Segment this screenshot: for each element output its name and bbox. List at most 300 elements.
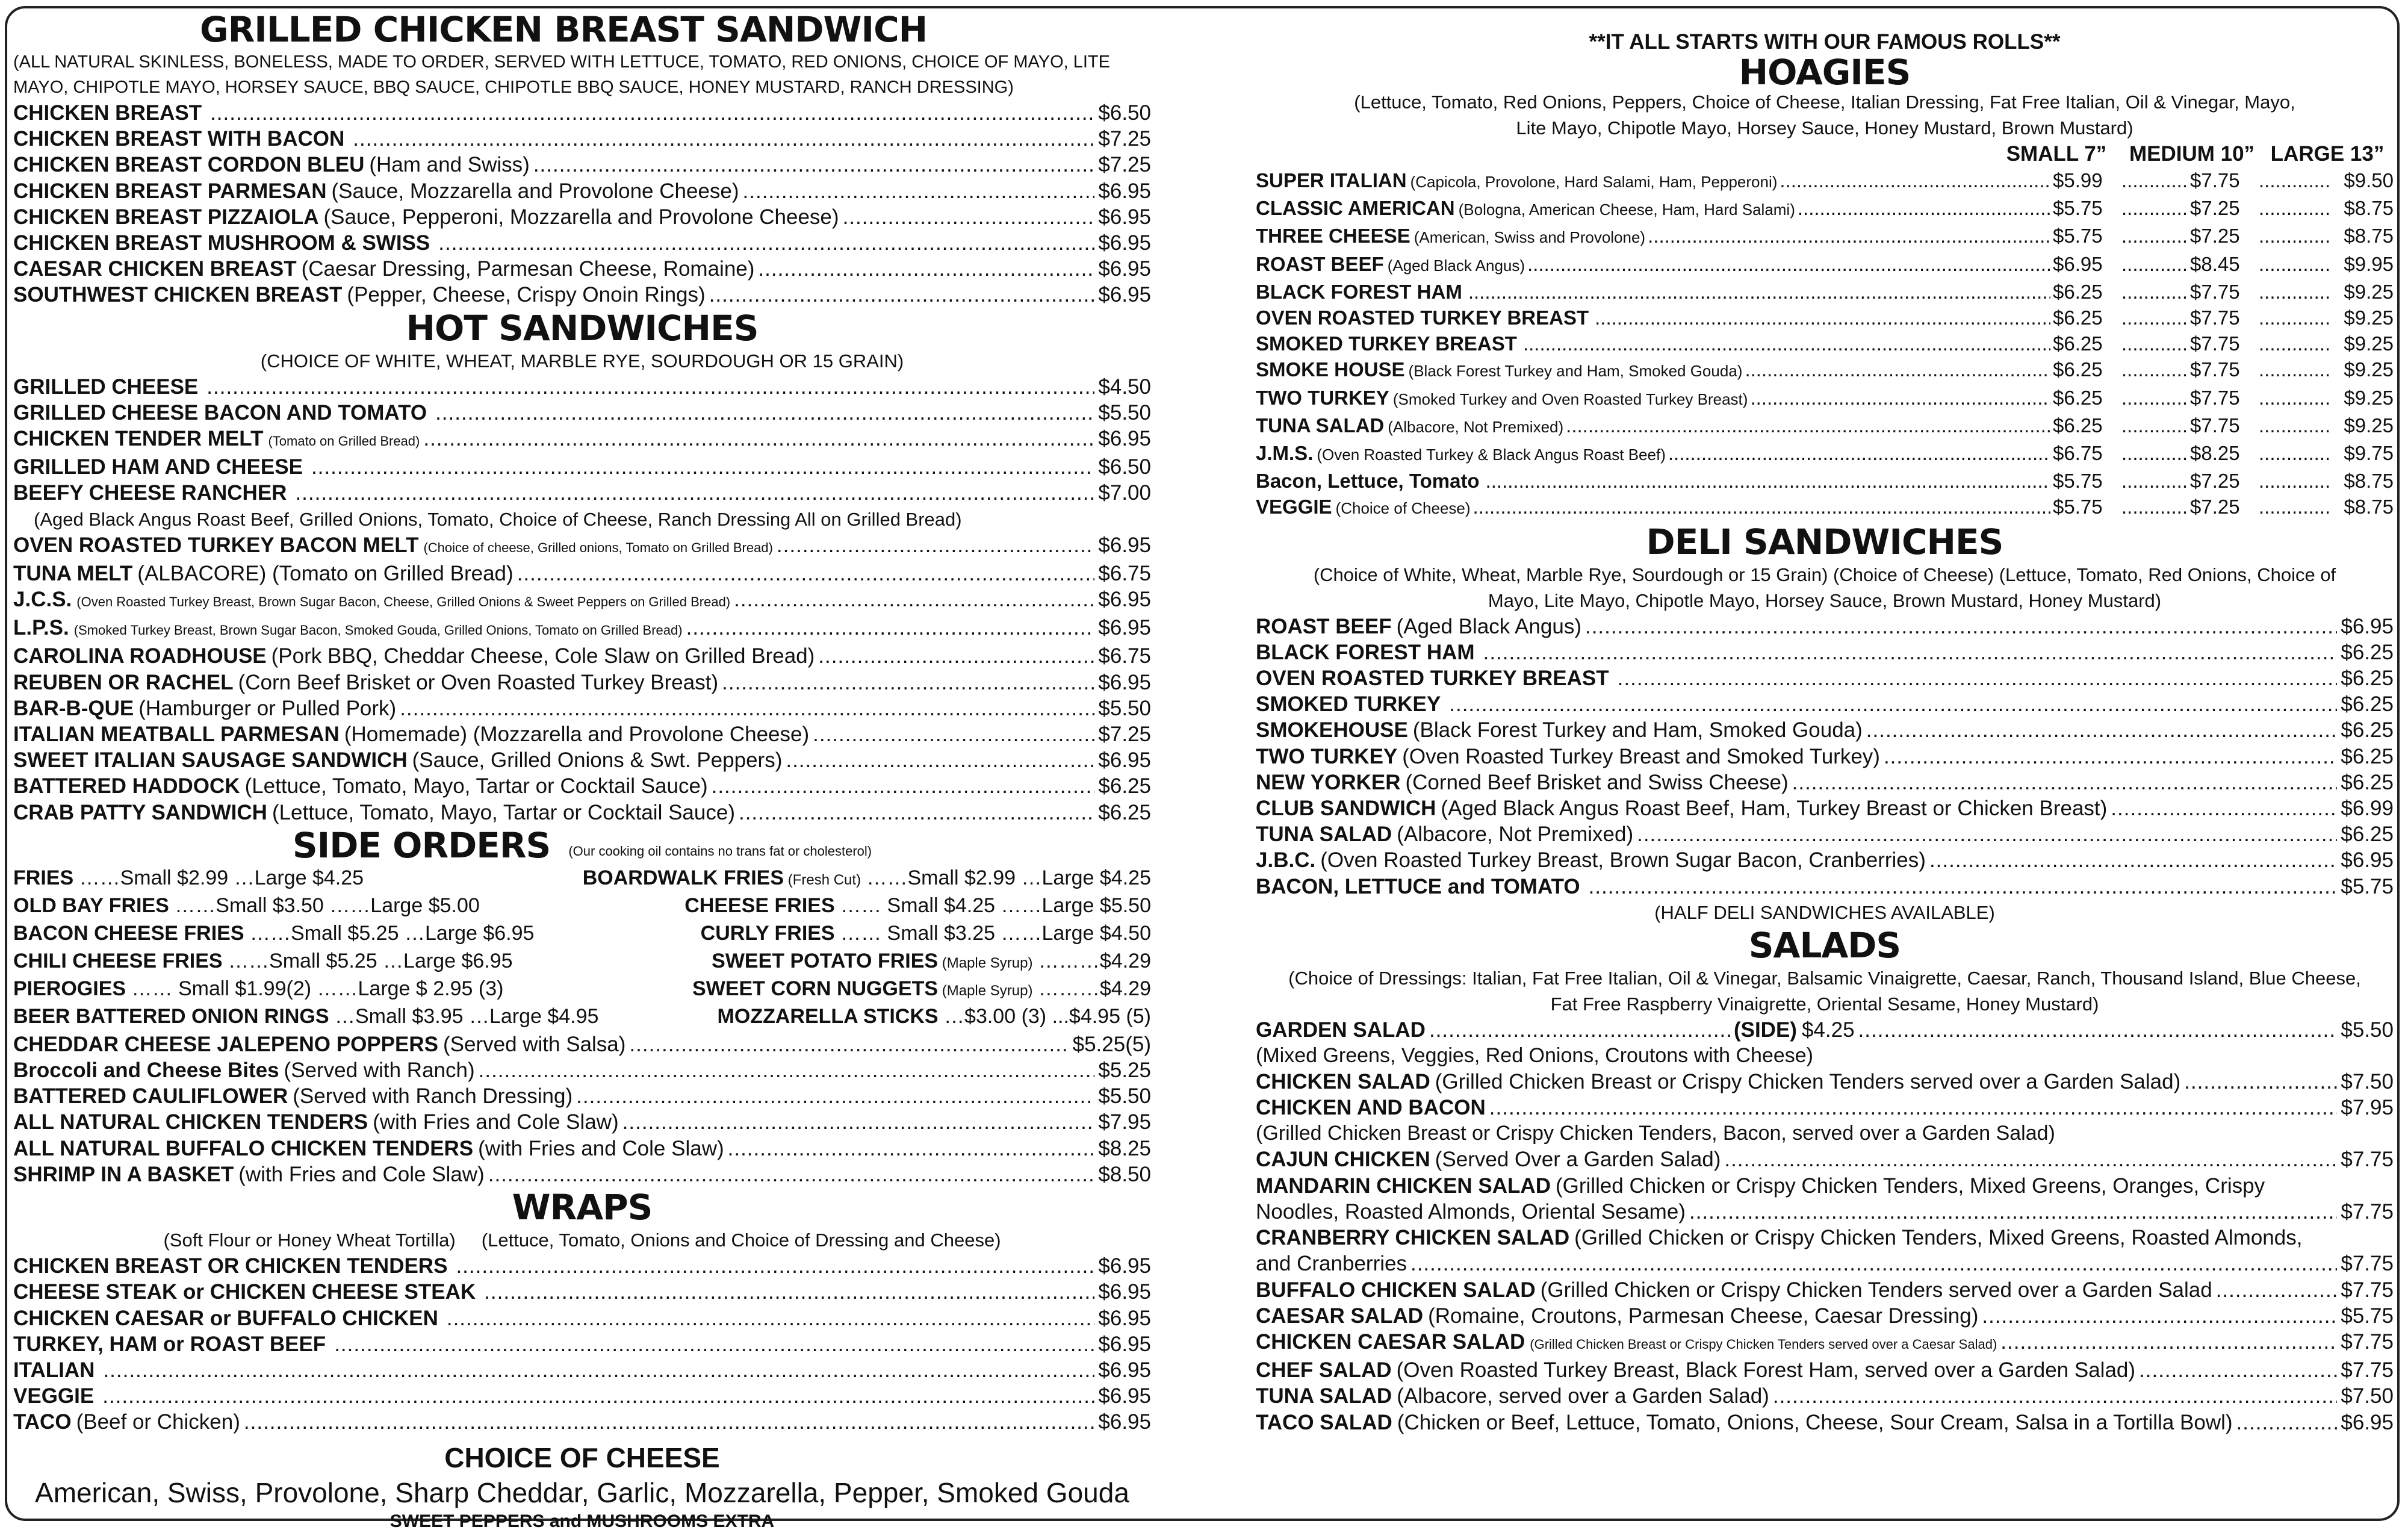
hoagie-row [1256,356,2394,384]
hot-list-2 [13,532,1151,826]
leader-dots [1668,440,2050,466]
left-column [13,10,1151,1533]
item-name: CAESAR SALAD [1256,1304,1424,1328]
chicken-bacon-row [1256,1095,2394,1121]
side-pair-row [13,893,1151,921]
grilled-item-row [13,100,1151,126]
item-desc: (Served with Ranch Dressing) [293,1084,573,1109]
leader-dots [709,282,1095,308]
price-medium: $7.25 [2190,496,2240,518]
item-desc: (Chicken or Beef, Lettuce, Tomato, Onions, Cheese, Sour Cream, Salsa in a Tortilla Bowl) [1397,1410,2233,1434]
item-name: CHEESE STEAK or CHICKEN CHEESE STEAK [13,1280,476,1304]
leader-dots [1595,305,2050,331]
price-large: $8.75 [2344,225,2394,247]
hoagie-row [1256,385,2394,412]
item-price: $6.95 [1098,588,1151,612]
grilled-item-row [13,126,1151,152]
salad-list [1256,1277,2394,1435]
price-medium: $7.75 [2190,332,2240,355]
side-item-row [13,1136,1151,1161]
item-name: CRAB PATTY SANDWICH [13,800,267,824]
deli-item-row [1256,665,2394,691]
side-right [718,1004,1151,1031]
side-right [712,948,1151,976]
item-name: CAROLINA ROADHOUSE [13,644,267,668]
hoagie-name: J.M.S. [1256,442,1314,465]
hot-item-row [13,773,1151,799]
mandarin-desc-2: Noodles, Roasted Almonds, Oriental Sesame) [1256,1199,1686,1224]
leader-dots [334,1331,1094,1357]
leader-dots [103,1357,1094,1383]
side-right-name: BOARDWALK FRIES [582,866,784,889]
side-right [684,893,1151,921]
item-price: $7.75 [2341,1278,2394,1302]
side-right-desc: (Maple Syrup) [938,982,1033,999]
leader-dots [1483,639,2338,665]
item-desc: (Grilled Chicken or Crispy Chicken Tenders served over a Garden Salad [1540,1278,2212,1302]
leader-dots [2111,795,2337,821]
item-price: $6.95 [2341,848,2394,872]
deli-item-row [1256,874,2394,900]
hot-item-row [13,747,1151,773]
cheese-title: CHOICE OF CHEESE [444,1441,720,1473]
hot-item-row [13,695,1151,721]
hoagie-desc: (Aged Black Angus) [1387,256,1525,275]
item-name: BAR-B-QUE [13,696,134,720]
deli-item-row [1256,770,2394,795]
hot-note: (CHOICE OF WHITE, WHEAT, MARBLE RYE, SOURDOUGH OR 15 GRAIN) [260,350,904,372]
deli-item-row [1256,717,2394,743]
leader-dots [1773,1383,2338,1409]
hoagie-name: Bacon, Lettuce, Tomato [1256,470,1480,493]
side-right-name: SWEET POTATO FRIES [712,949,939,972]
hoagie-row [1256,279,2394,305]
side-right-prices: …… Small $4.25 ……Large $5.50 [834,894,1151,917]
item-price: $7.95 [1098,1110,1151,1134]
item-name: CHICKEN BREAST MUSHROOM & SWISS [13,231,430,255]
garden-side-label: (SIDE) [1733,1018,1797,1042]
chicken-salad-name: CHICKEN SALAD [1256,1070,1430,1094]
leader-dots [1780,167,2050,193]
price-medium: $7.75 [2190,169,2240,191]
hot-title: HOT SANDWICHES [406,307,759,349]
item-desc: (Albacore, served over a Garden Salad) [1397,1384,1769,1408]
item-price: $6.25 [1098,800,1151,824]
grilled-list [13,100,1151,308]
side-right-name: MOZZARELLA STICKS [717,1004,939,1028]
chicken-bacon-name: CHICKEN AND BACON [1256,1096,1486,1120]
item-name: CHICKEN BREAST OR CHICKEN TENDERS [13,1254,448,1278]
item-name: BUFFALO CHICKEN SALAD [1256,1278,1536,1302]
leader-dots [479,1057,1095,1083]
hot-item-row [13,454,1151,480]
item-name: NEW YORKER [1256,770,1401,794]
garden-salad-row [1256,1017,2394,1043]
item-name: J.B.C. [1256,848,1316,872]
wrap-item-row [13,1383,1151,1409]
price-large: $8.75 [2344,470,2394,493]
item-name: OVEN ROASTED TURKEY BREAST [1256,667,1609,691]
hoagie-desc: (Albacore, Not Premixed) [1388,417,1564,436]
item-price: $6.25 [2341,692,2394,717]
side-pair-row [13,948,1151,976]
price-large: $9.25 [2344,306,2394,329]
price-large: $9.25 [2344,358,2394,381]
side-right-name: CHEESE FRIES [684,894,835,917]
chicken-salad-price: $7.50 [2341,1070,2394,1094]
leader-dots [488,1161,1095,1187]
price-large: $9.25 [2344,414,2394,437]
item-desc: (Oven Roasted Turkey Breast, Brown Sugar Bacon, Cranberries) [1320,848,1926,872]
leader-dots [1589,874,2338,900]
hoagie-name: TUNA SALAD [1256,414,1385,437]
item-name: GRILLED CHEESE [13,375,199,399]
item-price: $5.75 [2341,874,2394,898]
item-name: BEEFY CHEESE RANCHER [13,481,287,505]
item-name: CHICKEN BREAST CORDON BLEU [13,153,365,177]
hot-item-row [13,480,1151,506]
item-name: TUNA MELT [13,561,133,585]
side-pairs [13,865,1151,1031]
item-desc: (Pepper, Cheese, Crispy Onoin Rings) [347,283,706,307]
hot-item-row [13,400,1151,426]
item-name: GRILLED CHEESE BACON AND TOMATO [13,400,427,424]
item-desc: (Albacore, Not Premixed) [1397,822,1634,847]
item-name: SHRIMP IN A BASKET [13,1162,234,1186]
hoagie-name: ROAST BEEF [1256,252,1384,275]
wrap-item-row [13,1357,1151,1383]
leader-dots [576,1083,1094,1109]
side-item-row [13,1057,1151,1083]
item-price: $7.75 [2341,1358,2394,1382]
item-price: $6.95 [1098,283,1151,307]
hot-item-row [13,586,1151,615]
item-price: $6.95 [2341,1410,2394,1434]
price-large: $9.75 [2344,442,2394,465]
cajun-desc: (Served Over a Garden Salad) [1435,1148,1721,1172]
half-deli-note: (HALF DELI SANDWICHES AVAILABLE) [1654,901,1995,923]
grilled-item-row [13,256,1151,282]
cranberry-price: $7.75 [2341,1252,2394,1276]
item-desc: (Served with Salsa) [442,1032,626,1056]
leader-dots [786,747,1094,773]
price-medium: $7.75 [2190,358,2240,381]
mandarin-row [1256,1173,2394,1199]
leader-dots [2000,1329,2337,1355]
cajun-row [1256,1146,2394,1172]
item-name: CHEDDAR CHEESE JALEPENO POPPERS [13,1032,438,1056]
item-price: $7.25 [1098,723,1151,747]
side-pair-row [13,976,1151,1004]
hoagie-row [1256,305,2394,331]
size-large: LARGE 13” [2270,142,2385,166]
leader-dots [533,152,1095,178]
item-name: BLACK FOREST HAM [1256,640,1475,664]
leader-dots [777,532,1094,558]
hot-item-row [13,426,1151,454]
item-price: $6.95 [1098,1358,1151,1382]
leader-dots [102,1383,1094,1409]
item-name: CHEF SALAD [1256,1358,1392,1382]
deli-item-row [1256,744,2394,770]
chicken-bacon-desc: (Grilled Chicken Breast or Crispy Chicken Tenders, Bacon, served over a Garden Salad) [1256,1122,2055,1145]
item-name: CHICKEN CAESAR SALAD [1256,1329,1525,1354]
item-desc: (Corn Beef Brisket or Oven Roasted Turkey Breast) [238,670,719,694]
price-large: $9.25 [2344,280,2394,303]
leader-dots [447,1305,1095,1331]
item-name: CAESAR CHICKEN BREAST [13,257,297,281]
price-large: $9.25 [2344,332,2394,355]
item-name: BACON, LETTUCE and TOMATO [1256,874,1580,898]
price-medium: $8.45 [2190,252,2240,275]
item-name: REUBEN OR RACHEL [13,670,234,694]
price-large: $8.75 [2344,496,2394,518]
item-name: Broccoli and Cheese Bites [13,1059,279,1083]
item-price: $6.95 [1098,257,1151,281]
item-desc: (Sauce, Grilled Onions & Swt. Peppers) [412,748,783,773]
hoagie-desc: (American, Swiss and Provolone) [1413,228,1646,247]
item-desc: (Sauce, Pepperoni, Mozzarella and Provolone Cheese) [323,205,839,229]
leader-dots [818,643,1094,669]
cranberry-desc-2: and Cranberries [1256,1252,1407,1276]
price-small: $6.25 [2053,358,2103,381]
hoagie-row [1256,494,2394,521]
leader-dots [244,1409,1095,1435]
hoagie-row [1256,331,2394,356]
item-price: $6.95 [1098,179,1151,203]
wrap-item-row [13,1409,1151,1435]
item-name: CLUB SANDWICH [1256,797,1436,821]
cheese-extra: SWEET PEPPERS and MUSHROOMS EXTRA [389,1511,775,1531]
rancher-note: (Aged Black Angus Roast Beef, Grilled Onions, Tomato, Choice of Cheese, Ranch Dressing All on Grilled Bread) [34,508,962,530]
deli-item-row [1256,614,2394,639]
price-medium: $7.75 [2190,306,2240,329]
leader-dots [712,773,1095,799]
item-desc: (with Fries and Cole Slaw) [373,1110,619,1134]
leader-dots [210,100,1094,126]
item-desc: (Sauce, Mozzarella and Provolone Cheese) [331,179,739,203]
item-name: BATTERED CAULIFLOWER [13,1084,288,1109]
side-left [13,865,364,893]
item-price: $6.95 [1098,616,1151,640]
leader-dots [1449,691,2337,717]
side-left [13,948,513,976]
side-left-prices: ……Small $3.50 ……Large $5.00 [169,894,480,917]
side-left [13,1004,598,1031]
item-price: $6.95 [1098,1306,1151,1330]
price-small: $6.25 [2053,306,2103,329]
item-desc: (Choice of cheese, Grilled onions, Tomato on Grilled Bread) [423,540,773,555]
item-name: SMOKEHOUSE [1256,718,1408,742]
leader-dots [1585,614,2337,639]
item-price: $6.95 [1098,533,1151,557]
hoagie-desc: (Black Forest Turkey and Ham, Smoked Gouda) [1408,362,1743,381]
hoagies-title: HOAGIES [1739,52,1911,93]
side-left-name: BEER BATTERED ONION RINGS [13,1004,329,1028]
salad-item-row [1256,1329,2394,1357]
hot-item-row [13,721,1151,747]
leader-dots [1648,223,2050,249]
hoagie-row [1256,468,2394,494]
cajun-name: CAJUN CHICKEN [1256,1148,1430,1172]
item-desc: (Pork BBQ, Cheddar Cheese, Cole Slaw on Grilled Bread) [271,644,815,668]
item-desc: (Grilled Chicken Breast or Crispy Chicken Tenders served over a Caesar Salad) [1530,1336,1997,1352]
item-price: $6.25 [2341,667,2394,691]
leader-dots [206,374,1094,400]
item-price: $6.25 [2341,744,2394,768]
item-desc: (Homemade) (Mozzarella and Provolone Cheese) [344,723,810,747]
hoagie-name: BLACK FOREST HAM [1256,280,1462,303]
item-desc: (Smoked Turkey Breast, Brown Sugar Bacon, Smoked Gouda, Grilled Onions, Tomato on Grilled Bread) [73,623,683,638]
side-left-name: FRIES [13,866,74,889]
side-left-prices: ……Small $5.25 …Large $6.95 [222,949,513,972]
hoagie-row [1256,412,2394,440]
deli-list [1256,614,2394,900]
side-pair-row [13,1004,1151,1031]
price-small: $5.75 [2053,496,2103,518]
wrap-list [13,1253,1151,1435]
item-name: J.C.S. [13,588,72,612]
hoagie-desc: (Oven Roasted Turkey & Black Angus Roast Beef) [1317,446,1666,464]
side-item-row [13,1083,1151,1109]
grilled-item-row [13,152,1151,178]
hoagie-row [1256,251,2394,279]
chicken-salad-desc: (Grilled Chicken Breast or Crispy Chicken Tenders served over a Garden Salad) [1435,1070,2181,1094]
leader-dots [423,426,1094,452]
leader-dots [743,178,1095,204]
item-desc: (Aged Black Angus Roast Beef, Ham, Turkey Breast or Chicken Breast) [1441,797,2108,821]
wraps-title: WRAPS [512,1187,653,1228]
item-name: CHICKEN CAESAR or BUFFALO CHICKEN [13,1306,438,1330]
hot-list [13,374,1151,506]
item-name: CHICKEN BREAST [13,101,202,125]
salad-item-row [1256,1410,2394,1435]
side-left-prices: …… Small $1.99(2) ……Large $ 2.95 (3) [126,977,504,1000]
leader-dots [435,400,1094,426]
chicken-bacon-price: $7.95 [2341,1096,2394,1120]
item-desc: (Tomato on Grilled Bread) [268,434,420,449]
hoagie-list [1256,167,2394,522]
item-desc: (Beef or Chicken) [76,1410,240,1434]
leader-dots [400,695,1094,721]
salad-item-row [1256,1357,2394,1383]
item-price: $5.25(5) [1072,1032,1151,1056]
item-name: CHICKEN BREAST WITH BACON [13,127,345,151]
hoagie-desc: (Capicola, Provolone, Hard Salami, Ham, Pepperoni) [1410,173,1778,191]
hot-item-row [13,670,1151,695]
item-desc: (Romaine, Croutons, Parmesan Cheese, Caesar Dressing) [1428,1304,1979,1328]
item-price: $4.50 [1098,375,1151,399]
leader-dots [484,1279,1094,1305]
grilled-item-row [13,204,1151,230]
price-large: $8.75 [2344,197,2394,220]
deli-item-row [1256,821,2394,847]
hoagie-size-header [1256,141,2394,167]
side-item-row [13,1161,1151,1187]
item-name: CHICKEN TENDER MELT [13,427,264,451]
hoagie-row [1256,167,2394,195]
leader-dots [456,1253,1094,1279]
side-left-name: BACON CHEESE FRIES [13,921,244,945]
item-price: $7.75 [2341,1329,2394,1354]
hoagie-name: SMOKED TURKEY BREAST [1256,332,1517,355]
item-name: TUNA SALAD [1256,822,1392,847]
item-price: $6.95 [1098,1384,1151,1408]
leader-dots [722,670,1094,695]
leader-dots [734,586,1094,612]
cranberry-name: CRANBERRY CHICKEN SALAD [1256,1226,1570,1250]
hoagies-note: (Lettuce, Tomato, Red Onions, Peppers, Choice of Cheese, Italian Dressing, Fat Free Italian, Oil & Vinegar, Mayo, Lite Mayo, Chipotle Mayo, Horsey Sauce, Honey Mustard, Brown Mustard) [1354,92,2295,138]
item-price: $6.95 [1098,231,1151,255]
cheese-list: American, Swiss, Provolone, Sharp Cheddar, Garlic, Mozzarella, Pepper, Smoked Gouda [35,1476,1129,1508]
side-right-prices: ………$4.29 [1032,949,1151,972]
item-name: TWO TURKEY [1256,744,1398,768]
item-price: $6.25 [2341,822,2394,847]
item-price: $6.25 [2341,718,2394,742]
grilled-item-row [13,178,1151,204]
item-price: $6.95 [1098,205,1151,229]
garden-salad-desc: (Mixed Greens, Veggies, Red Onions, Croutons with Cheese) [1256,1044,1814,1068]
side-right-prices: …$3.00 (3) ...$4.95 (5) [938,1004,1151,1028]
hoagie-desc: (Bologna, American Cheese, Ham, Hard Salami) [1458,201,1795,219]
side-item-row [13,1031,1151,1057]
hoagie-desc: (Choice of Cheese) [1335,499,1471,518]
hoagie-name: SMOKE HOUSE [1256,358,1405,381]
side-right [692,976,1151,1004]
item-name: TACO [13,1410,72,1434]
leader-dots [686,615,1095,641]
item-price: $6.95 [1098,1254,1151,1278]
leader-dots [629,1031,1069,1057]
hot-item-row [13,532,1151,561]
leader-dots [311,454,1094,480]
leader-dots [739,800,1094,826]
item-name: BATTERED HADDOCK [13,774,240,798]
leader-dots [2216,1277,2338,1303]
salad-item-row [1256,1383,2394,1409]
price-medium: $7.25 [2190,197,2240,220]
side-left [13,921,534,948]
side-left-name: OLD BAY FRIES [13,894,169,917]
leader-dots [1982,1303,2337,1329]
side-list [13,1031,1151,1187]
hot-item-row [13,561,1151,586]
item-desc: (Oven Roasted Turkey Breast, Brown Sugar Bacon, Cheese, Grilled Onions & Sweet Peppers on Grilled Bread) [76,594,731,610]
side-right-desc: (Fresh Cut) [784,871,861,888]
salad-item-row [1256,1303,2394,1329]
wrap-item-row [13,1331,1151,1357]
leader-dots [517,561,1095,586]
deli-item-row [1256,691,2394,717]
item-desc: (Ham and Swiss) [369,153,530,177]
item-name: ALL NATURAL CHICKEN TENDERS [13,1110,368,1134]
item-desc: (Caesar Dressing, Parmesan Cheese, Romaine) [301,257,755,281]
item-name: ROAST BEEF [1256,614,1392,638]
hoagie-name: OVEN ROASTED TURKEY BREAST [1256,306,1589,329]
side-pair-row [13,921,1151,948]
price-small: $6.25 [2053,414,2103,437]
side-left [13,976,503,1004]
item-price: $5.50 [1098,400,1151,424]
salad-item-row [1256,1277,2394,1303]
leader-dots [1486,468,2050,494]
item-name: TACO SALAD [1256,1410,1392,1434]
hot-item-row [13,374,1151,400]
item-name: VEGGIE [13,1384,95,1408]
hoagie-row [1256,440,2394,468]
side-left-prices: …Small $3.95 …Large $4.95 [329,1004,599,1028]
item-price: $6.95 [1098,1332,1151,1356]
